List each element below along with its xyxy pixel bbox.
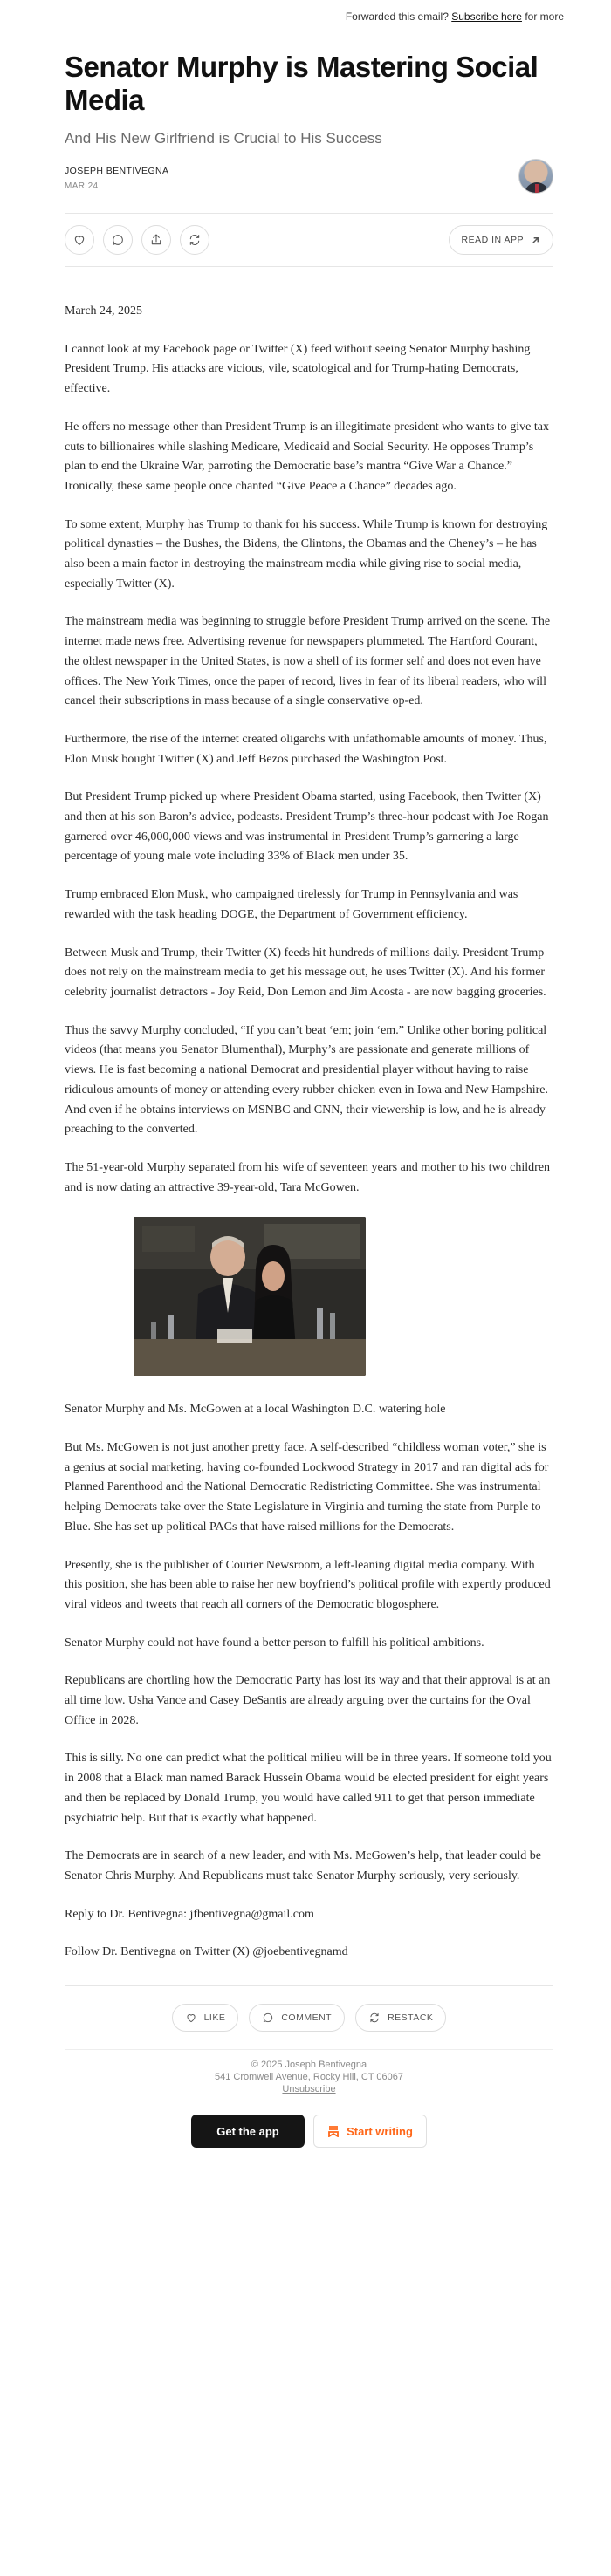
unsubscribe-link[interactable]: Unsubscribe (282, 2084, 336, 2095)
paragraph: Republicans are chortling how the Democratic Party has lost its way and that their approval is at an all time low. Usha Vance and Casey DeSantis are already arguing over the curtains for the Oval Office in 2028. (65, 1674, 551, 1727)
paragraph-mcgowen (65, 1438, 553, 1538)
post-date: MAR 24 (65, 181, 99, 191)
paragraph: The 51-year-old Murphy separated from his wife of seventeen years and mother to his two children and is now dating an attractive 39-year-old, Tara McGowen. (65, 1160, 551, 1194)
follow-line: Follow Dr. Bentivegna on Twitter (X) @joebentivegnamd (65, 1945, 348, 1959)
restack-button[interactable] (180, 225, 209, 255)
paragraph: This is silly. No one can predict what the political milieu will be in three years. If someone told you in 2008 that a Black man named Barack Hussein Obama would be elected president for eight years and then be replaced by Donald Trump, you would have called 911 to get that person immediate psychiatric help. But that is exactly what happened. (65, 1752, 552, 1825)
post-action-bar (65, 213, 553, 267)
comment-button[interactable] (103, 225, 133, 255)
address-text: 541 Cromwell Avenue, Rocky Hill, CT 06067 (214, 2072, 404, 2083)
subscribe-link[interactable]: Subscribe here (451, 10, 522, 23)
read-in-app-button[interactable] (449, 225, 553, 255)
footer-copyright (65, 2049, 553, 2095)
paragraph: Senator Murphy could not have found a better person to fulfill his political ambitions. (65, 1636, 484, 1650)
footer-action-bar (65, 1985, 553, 2046)
restack-icon (188, 233, 202, 247)
for-more-text: for more (525, 10, 564, 23)
forward-banner (0, 0, 611, 38)
article-photo[interactable] (134, 1217, 366, 1376)
article-date: March 24, 2025 (65, 304, 143, 318)
heart-icon (72, 233, 86, 247)
paragraph: The Democrats are in search of a new leader, and with Ms. McGowen’s help, that leader could be Senator Chris Murphy. And Republicans must take Senator Murphy seriously, very seriously. (65, 1849, 542, 1882)
post-container (65, 51, 553, 2148)
get-the-app-button[interactable]: Get the app (191, 2115, 305, 2148)
post-title[interactable]: Senator Murphy is Mastering Social Media (65, 51, 539, 116)
article-body (65, 302, 553, 1963)
cta-row (65, 2115, 553, 2148)
restack-icon (368, 2012, 381, 2024)
comment-icon (111, 233, 125, 247)
forwarded-text: Forwarded this email? (345, 10, 449, 23)
start-writing-label: Start writing (347, 2124, 413, 2138)
mcgowen-rest: is not just another pretty face. A self-described “childless woman voter,” she is a genius at social marketing, having co-founded Lockwood Strategy in 2017 and ran digital ads for Planned Parenthood and the National Democratic Redistricting Committee. She was instrumental helping Democrats take over the State Legislature in Virginia and turning the state from Purple to Blue. She has set up political PACs that have raised millions for the Democrats. (65, 1441, 549, 1534)
footer-like-button[interactable] (172, 2004, 239, 2032)
start-writing-button[interactable] (313, 2115, 427, 2148)
paragraph: Thus the savvy Murphy concluded, “If you can’t beat ‘em; join ‘em.” Unlike other boring political videos (that means you Senator Blumenthal), Murphy’s are passionate and generate millions of views. He is fast becoming a national Democrat and presidential player without having to raise ridiculous amounts of money or attending every rubber chicken even in Iowa and New Hampshire. And even if he obtains interviews on MSNBC and CNN, their viewership is low, and he is already preaching to the converted. (65, 1023, 548, 1137)
footer-restack-button[interactable] (355, 2004, 446, 2032)
paragraph: The mainstream media was beginning to struggle before President Trump arrived on the scene. The internet made news free. Advertising revenue for newspapers plummeted. The Hartford Courant, the oldest newspaper in the United States, is now a shell of its former self and does not even have offices. The New York Times, once the paper of record, lives in fear of its liberal readers, who will cancel their subscriptions in mass because of a single conservative op-ed. (65, 615, 551, 708)
heart-icon (185, 2012, 197, 2024)
like-label: LIKE (203, 2012, 226, 2024)
paragraph: Between Musk and Trump, their Twitter (X) feeds hit hundreds of millions daily. President Trump does not rely on the mainstream media to get his message out, he uses Twitter (X). And his former celebrity journalist detractors - Joy Reid, Don Lemon and Jim Acosta - are now bagging groceries. (65, 946, 546, 999)
footer-comment-button[interactable] (249, 2004, 345, 2032)
substack-logo-icon (327, 2125, 340, 2137)
mcgowen-link[interactable]: Ms. McGowen (85, 1441, 159, 1455)
restack-label: RESTACK (388, 2012, 434, 2024)
share-button[interactable] (141, 225, 171, 255)
paragraph: To some extent, Murphy has Trump to thank for his success. While Trump is known for destroying political dynasties – the Bushes, the Bidens, the Clintons, the Obamas and the Cheney’s – he has also been a main factor in destroying the mainstream media while giving rise to social media, especially Twitter (X). (65, 517, 548, 591)
image-caption: Senator Murphy and Ms. McGowen at a local Washington D.C. watering hole (65, 1403, 446, 1417)
share-icon (149, 233, 163, 247)
comment-label: COMMENT (281, 2012, 333, 2024)
avatar-tie (535, 184, 539, 193)
post-subtitle: And His New Girlfriend is Crucial to His Success (65, 130, 382, 147)
like-button[interactable] (65, 225, 94, 255)
arrow-up-right-icon (531, 236, 540, 245)
copyright-text: © 2025 Joseph Bentivegna (251, 2060, 367, 2071)
paragraph: Furthermore, the rise of the internet created oligarchs with unfathomable amounts of money. Thus, Elon Musk bought Twitter (X) and Jeff Bezos purchased the Washington Post. (65, 732, 547, 766)
byline (65, 164, 553, 213)
paragraph: Presently, she is the publisher of Courier Newsroom, a left-leaning digital media company. With this position, she has been able to raise her new boyfriend’s political profile with expertly produced viral videos and tweets that reach all corners of the Democratic blogosphere. (65, 1558, 551, 1611)
paragraph: He offers no message other than President Trump is an illegitimate president who wants to give tax cuts to billionaires while slashing Medicare, Medicaid and Social Security. He opposes Trump’s plan to end the Ukraine War, parroting the Democratic base’s mantra “Give War a Chance.” Ironically, these same people once chanted “Give Peace a Chance” decades ago. (65, 420, 549, 493)
paragraph: But President Trump picked up where President Obama started, using Facebook, then Twitter (X) and then at his son Baron’s advice, podcasts. President Trump’s three-hour podcast with Joe Rogan garnered over 46,000,000 views and was instrumental in President Trump’s garnering a large percentage of young male vote including 33% of Black men under 35. (65, 790, 549, 864)
author-name[interactable]: JOSEPH BENTIVEGNA (65, 166, 169, 176)
read-in-app-label: READ IN APP (461, 235, 524, 245)
author-avatar[interactable] (518, 159, 553, 194)
mcgowen-lead: But (65, 1441, 83, 1455)
comment-icon (262, 2012, 274, 2024)
paragraph: Trump embraced Elon Musk, who campaigned tirelessly for Trump in Pennsylvania and was rewarded with the task heading DOGE, the Department of Government efficiency. (65, 888, 518, 921)
photo-illustration (134, 1217, 366, 1376)
paragraph: I cannot look at my Facebook page or Twitter (X) feed without seeing Senator Murphy bashing President Trump. His attacks are vicious, vile, scatological and for Trump-hating Democrats, effective. (65, 342, 531, 396)
reply-line: Reply to Dr. Bentivegna: jfbentivegna@gmail.com (65, 1907, 314, 1921)
